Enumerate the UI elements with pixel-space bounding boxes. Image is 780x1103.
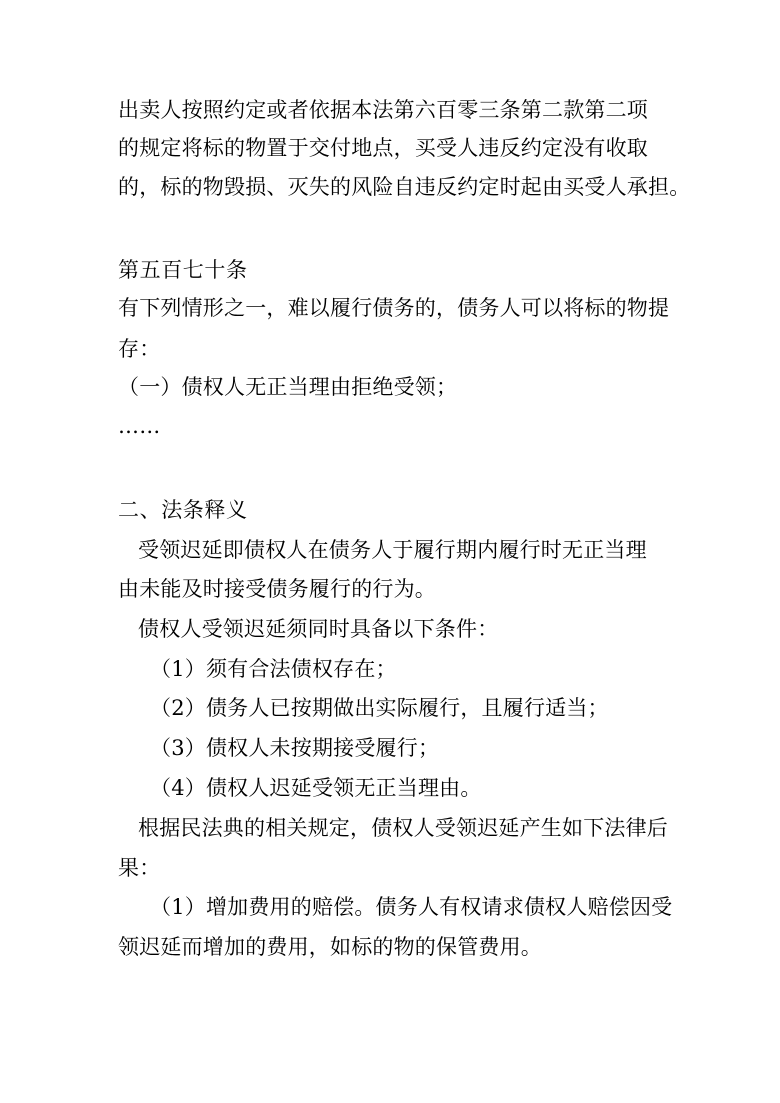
list-item: （3）债权人未按期接受履行； <box>150 736 440 760</box>
paragraph-line: 出卖人按照约定或者依据本法第六百零三条第二款第二项 <box>118 98 648 122</box>
paragraph-line: 受领迟延即债权人在债务人于履行期内履行时无正当理 <box>138 538 647 562</box>
paragraph-line: 的，标的物毁损、灭失的风险自违反约定时起由买受人承担。 <box>118 175 691 199</box>
list-item: （4）债权人迟延受领无正当理由。 <box>150 776 482 800</box>
paragraph-line: 存： <box>118 337 161 361</box>
list-item: （一）债权人无正当理由拒绝受领； <box>118 375 458 399</box>
paragraph-line: 根据民法典的相关规定，债权人受领迟延产生如下法律后 <box>138 816 668 840</box>
article-title: 第五百七十条 <box>118 258 248 282</box>
paragraph-line: 的规定将标的物置于交付地点，买受人违反约定没有收取 <box>118 136 648 160</box>
paragraph-line: 由未能及时接受债务履行的行为。 <box>118 577 436 601</box>
paragraph-line: 果： <box>118 856 161 880</box>
list-item: （1）须有合法债权存在； <box>150 657 397 681</box>
paragraph-line: 有下列情形之一，难以履行债务的，债务人可以将标的物提 <box>118 296 670 320</box>
list-item: （1）增加费用的赔偿。债务人有权请求债权人赔偿因受 <box>150 895 673 919</box>
paragraph-line: 领迟延而增加的费用，如标的物的保管费用。 <box>118 935 542 959</box>
paragraph-line: 债权人受领迟延须同时具备以下条件： <box>138 617 499 641</box>
list-item: （2）债务人已按期做出实际履行，且履行适当； <box>150 696 609 720</box>
ellipsis: …… <box>118 414 161 438</box>
section-title: 二、法条释义 <box>118 498 248 522</box>
